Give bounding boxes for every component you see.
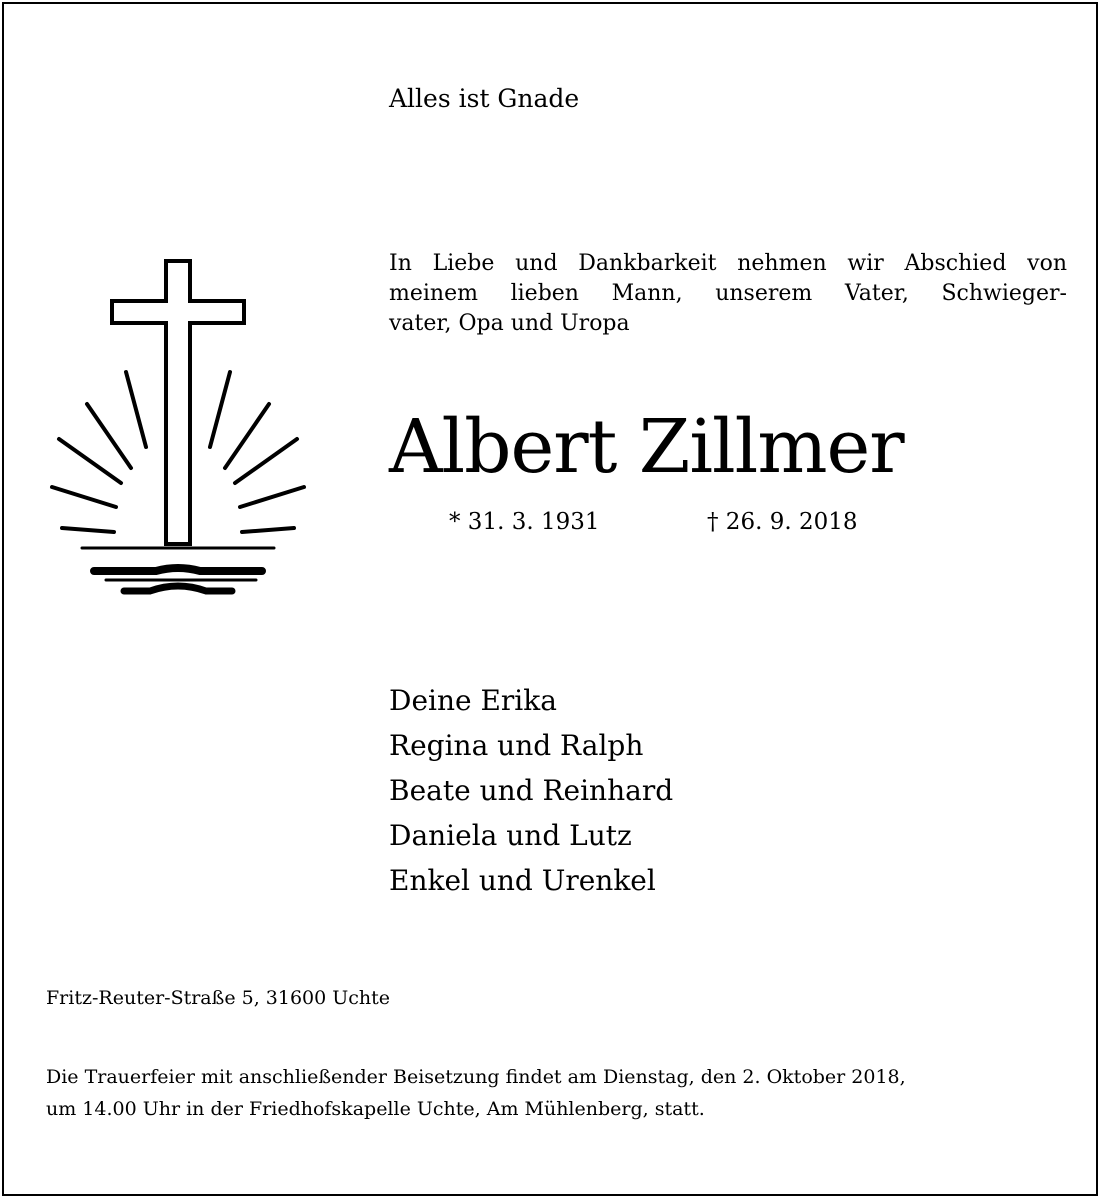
birth-date: * 31. 3. 1931 xyxy=(449,509,600,535)
deceased-name: Albert Zillmer xyxy=(389,404,904,490)
service-line: Die Trauerfeier mit anschließender Beisetzung findet am Dienstag, den 2. Oktober 2018, xyxy=(46,1066,906,1088)
address: Fritz-Reuter-Straße 5, 31600 Uchte xyxy=(46,987,391,1009)
notice-frame xyxy=(2,2,1098,1196)
mourners-list xyxy=(389,678,673,903)
mourner: Enkel und Urenkel xyxy=(389,864,656,897)
intro-text xyxy=(389,249,1067,339)
service-info xyxy=(46,1061,906,1125)
service-line: um 14.00 Uhr in der Friedhofskapelle Uchte, Am Mühlenberg, statt. xyxy=(46,1098,705,1120)
motto: Alles ist Gnade xyxy=(389,84,580,113)
mourner: Beate und Reinhard xyxy=(389,774,674,807)
mourner: Daniela und Lutz xyxy=(389,819,632,852)
cross-sunrise-icon xyxy=(44,249,314,609)
mourner: Deine Erika xyxy=(389,684,557,717)
intro-line: vater, Opa und Uropa xyxy=(389,311,630,336)
death-date: † 26. 9. 2018 xyxy=(707,509,858,535)
mourner: Regina und Ralph xyxy=(389,729,644,762)
intro-line: meinem lieben Mann, unserem Vater, Schwieger- xyxy=(389,281,1067,306)
intro-line: In Liebe und Dankbarkeit nehmen wir Abschied von xyxy=(389,251,1067,276)
